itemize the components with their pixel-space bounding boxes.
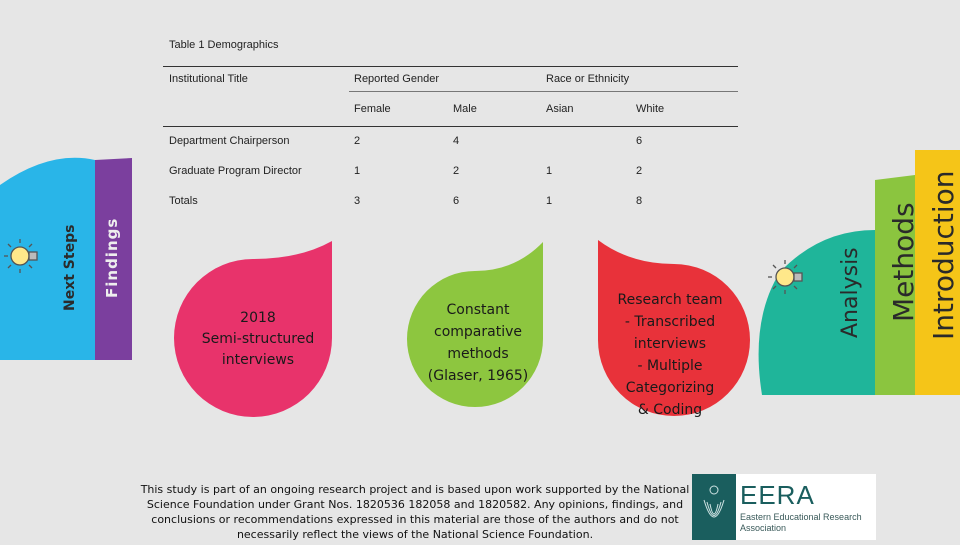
- analysis-label[interactable]: Analysis: [838, 247, 863, 338]
- sub-asian: Asian: [546, 103, 574, 115]
- methods-line: methods: [447, 346, 509, 362]
- sub-male: Male: [453, 103, 477, 115]
- methods-line: comparative: [434, 324, 522, 340]
- team-line: interviews: [633, 336, 707, 352]
- table-cell-white: 6: [636, 135, 643, 147]
- eera-subtitle-line: Eastern Educational Research: [740, 512, 862, 522]
- interviews-line: 2018: [240, 310, 276, 326]
- sub-white: White: [636, 103, 665, 115]
- table-row-title: Graduate Program Director: [169, 165, 302, 177]
- table-cell-male: 6: [453, 195, 460, 207]
- eera-subtitle: [740, 512, 862, 534]
- eera-logo: [692, 474, 876, 540]
- interviews-line: interviews: [221, 352, 295, 368]
- team-line: Research team: [617, 292, 723, 308]
- team-line: - Multiple: [637, 358, 703, 374]
- table-cell-female: 1: [354, 165, 361, 177]
- eera-subtitle-line: Association: [740, 523, 787, 533]
- methods-line: Constant: [446, 302, 510, 318]
- methods-text: [418, 299, 538, 387]
- next-steps-label[interactable]: Next Steps: [62, 224, 78, 311]
- table-cell-white: 8: [636, 195, 643, 207]
- eera-emblem-icon: [692, 474, 736, 540]
- team-line: - Transcribed: [624, 314, 716, 330]
- funding-disclaimer: This study is part of an ongoing research project and is based upon work supported by the National Science Foundation under Grant Nos. 1820536 182058 and 1820582. Any opinions, findings, and conclusions or recommendations expressed in this material are those of the authors and do not necessarily reflect the views of the National Science Foundation.: [140, 483, 690, 541]
- table-caption: Table 1 Demographics: [169, 39, 279, 51]
- eera-emblem: [692, 474, 736, 540]
- header-race: Race or Ethnicity: [546, 73, 630, 85]
- team-line: Categorizing: [625, 380, 715, 396]
- table-cell-white: 2: [636, 165, 643, 177]
- table-cell-asian: 1: [546, 195, 553, 207]
- table-cell-male: 2: [453, 165, 460, 177]
- team-text: [600, 289, 740, 421]
- team-line: & Coding: [637, 402, 703, 418]
- methods-label[interactable]: Methods: [887, 202, 920, 322]
- table-cell-male: 4: [453, 135, 460, 147]
- header-institutional-title: Institutional Title: [169, 73, 248, 85]
- eera-name: EERA: [740, 480, 815, 510]
- table-row-title: Department Chairperson: [169, 135, 290, 147]
- table-row-title: Totals: [169, 195, 198, 207]
- table-cell-female: 2: [354, 135, 361, 147]
- introduction-label[interactable]: Introduction: [927, 170, 960, 340]
- findings-label[interactable]: Findings: [103, 217, 121, 298]
- methods-line: (Glaser, 1965): [427, 368, 529, 384]
- interviews-text: [193, 308, 323, 371]
- header-reported-gender: Reported Gender: [354, 73, 439, 85]
- table-cell-female: 3: [354, 195, 361, 207]
- table-cell-asian: 1: [546, 165, 553, 177]
- sub-female: Female: [354, 103, 391, 115]
- interviews-line: Semi-structured: [201, 331, 315, 347]
